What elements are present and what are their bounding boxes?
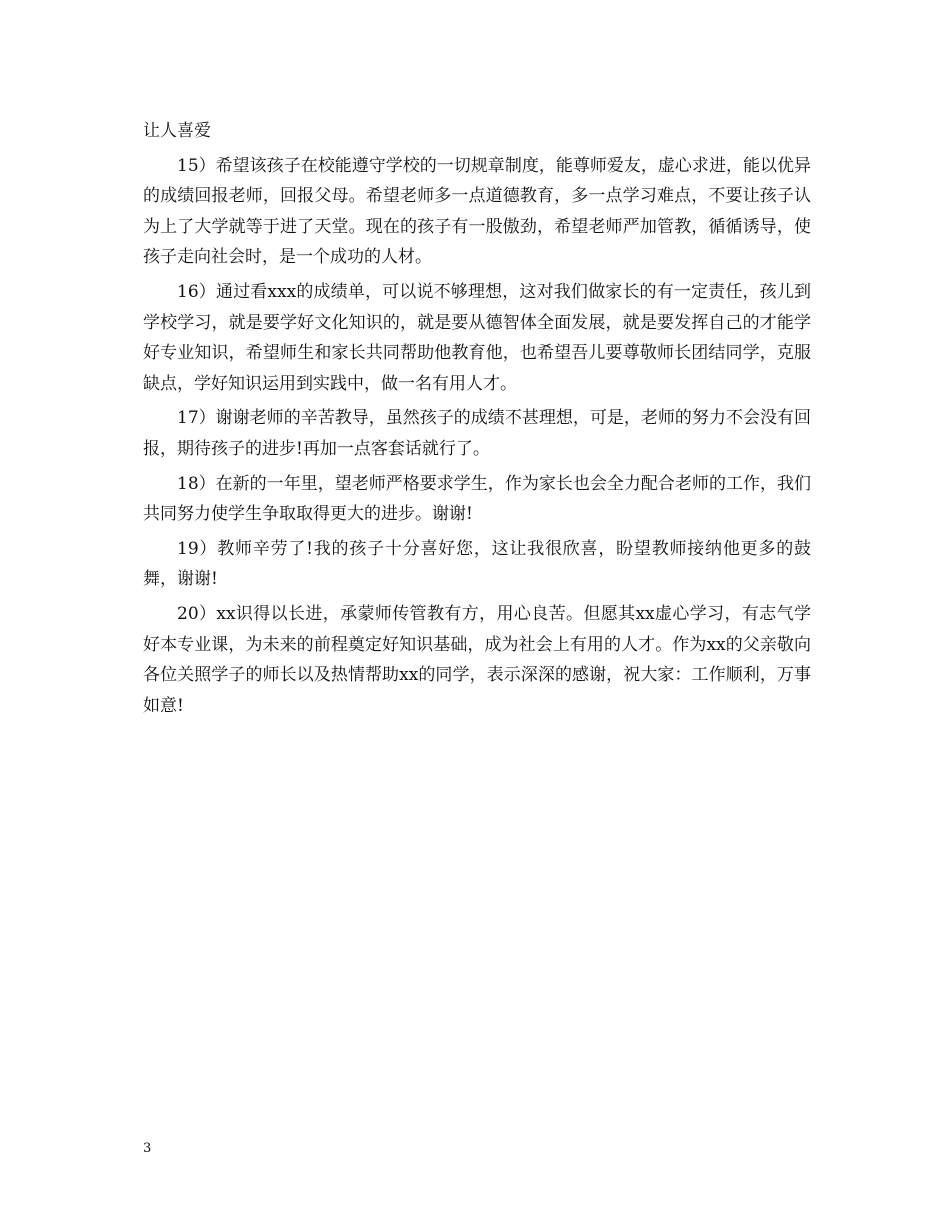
paragraph-item-15: 15）希望该孩子在校能遵守学校的一切规章制度，能尊师爱友，虚心求进，能以优异的成绩回报老师，回报父母。希望老师多一点道德教育，多一点学习难点，不要让孩子认为上了大学就等于进了天堂。现在的孩子有一股傲劲，希望老师严加管教，循循诱导，使孩子走向社会时，是一个成功的人材。 bbox=[143, 155, 811, 268]
document-body bbox=[143, 116, 811, 725]
paragraph-item-18: 18）在新的一年里，望老师严格要求学生，作为家长也会全力配合老师的工作，我们共同努力使学生争取取得更大的进步。谢谢! bbox=[143, 473, 811, 525]
paragraph-item-20: 20）xx识得以长进，承蒙师传管教有方，用心良苦。但愿其xx虚心学习，有志气学好本专业课，为未来的前程奠定好知识基础，成为社会上有用的人才。作为xx的父亲敬向各位关照学子的师长以及热情帮助xx的同学，表示深深的感谢，祝大家：工作顺利，万事如意! bbox=[143, 603, 811, 716]
page-number: 3 bbox=[143, 1141, 152, 1156]
paragraph-item-17: 17）谢谢老师的辛苦教导，虽然孩子的成绩不甚理想，可是，老师的努力不会没有回报，期待孩子的进步!再加一点客套话就行了。 bbox=[143, 408, 811, 459]
paragraph-item-19: 19）教师辛劳了!我的孩子十分喜好您，这让我很欣喜，盼望教师接纳他更多的鼓舞，谢谢! bbox=[143, 538, 811, 590]
paragraph-item-16: 16）通过看xxx的成绩单，可以说不够理想，这对我们做家长的有一定责任，孩儿到学校学习，就是要学好文化知识的，就是要从德智体全面发展，就是要发挥自己的才能学好专业知识，希望师生和家长共同帮助他教育他，也希望吾儿要尊敬师长团结同学，克服缺点，学好知识运用到实践中，做一名有用人才。 bbox=[143, 281, 811, 394]
paragraph-continuation: 让人喜爱 bbox=[143, 121, 211, 141]
